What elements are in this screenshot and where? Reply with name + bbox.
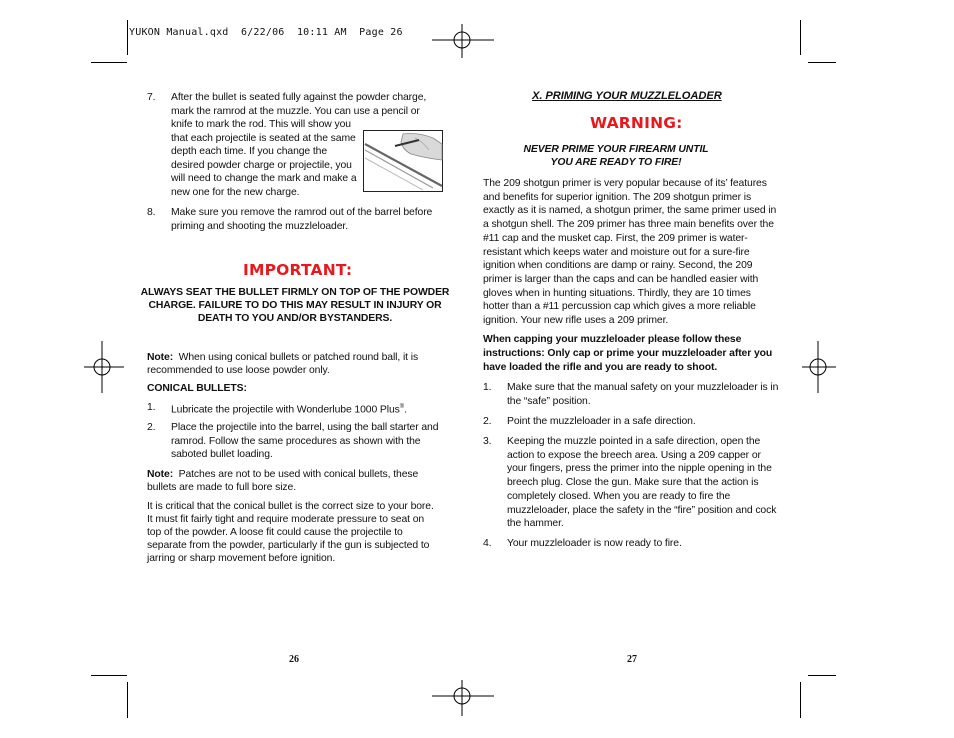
item-number: 8. xyxy=(147,207,156,218)
note-paragraph xyxy=(147,351,418,365)
bold-instruction-line: When capping your muzzleloader please follow these xyxy=(483,334,742,345)
conical2-line: ramrod. Follow the same procedures as shown with the xyxy=(171,435,421,447)
page-number: 26 xyxy=(289,654,299,665)
important-line: CHARGE. FAILURE TO DO THIS MAY RESULT IN INJURY OR xyxy=(148,300,442,311)
item7-line: will need to change the mark and make a xyxy=(171,173,357,184)
ramrod-photo xyxy=(363,130,443,192)
note-label: Note: xyxy=(147,352,174,363)
item-number: 2. xyxy=(147,422,156,433)
note-label: Note: xyxy=(147,469,174,480)
step-line: action to expose the breech area. Using a 209 capper or xyxy=(507,449,761,461)
section-title: X. PRIMING YOUR MUZZLELOADER xyxy=(532,90,722,102)
item8-line: priming and shooting the muzzleloader. xyxy=(171,220,348,232)
file-header: YUKON Manual.qxd 6/22/06 10:11 AM Page 26 xyxy=(129,27,403,38)
step-line: muzzleloader, place the safety in the “fire” position and cock xyxy=(507,504,777,516)
conical1-end: . xyxy=(404,404,407,416)
para-line: resistant which keeps water and moisture out for a sure-fire xyxy=(483,246,750,258)
note-text: When using conical bullets or patched round ball, it is xyxy=(178,352,419,363)
item-number: 1. xyxy=(147,402,156,413)
important-line: ALWAYS SEAT THE BULLET FIRMLY ON TOP OF THE POWDER xyxy=(140,287,450,298)
step-line: your fingers, press the primer into the nipple opening in the xyxy=(507,463,772,475)
step-line: Keeping the muzzle pointed in a safe direction, open the xyxy=(507,436,761,447)
item7-line: desired powder charge or projectile, you xyxy=(171,159,352,171)
registration-mark-icon xyxy=(432,680,494,716)
step-number: 3. xyxy=(483,436,492,447)
registration-mark-icon xyxy=(432,24,494,58)
para-line: hotter than a #11 percussion cap which gives a more reliable xyxy=(483,301,756,313)
conical2-line: saboted bullet loading. xyxy=(171,449,273,460)
para-line: #11 cap and the musket cap. First, the 209 primer is water- xyxy=(483,232,748,244)
step-line: the hammer. xyxy=(507,518,564,530)
para-line: ignition when conditions are damp or rainy. Second, the 209 xyxy=(483,260,753,272)
bold-instruction-line: instructions: Only cap or prime your muzzleloader after you xyxy=(483,348,773,359)
item7-line: knife to mark the rod. This will show you xyxy=(171,119,351,130)
registration-mark-icon xyxy=(84,341,124,393)
step-line: completely closed. When you are ready to fire the xyxy=(507,490,731,502)
critical-line: separate from the powder, particularly if the gun is subjected to xyxy=(147,540,430,551)
step-line: the “safe” position. xyxy=(507,395,591,407)
warning-heading: WARNING: xyxy=(590,114,683,132)
para-line: The 209 shotgun primer is very popular because of its’ features xyxy=(483,178,767,189)
para-line: primer is larger than the caps and can be handled easier with xyxy=(483,273,759,285)
step-line: Make sure that the manual safety on your muzzleloader is in xyxy=(507,382,779,393)
warning-line: YOU ARE READY TO FIRE! xyxy=(550,157,682,168)
item7-line: depth each time. If you change the xyxy=(171,146,328,157)
conical1-text: Lubricate the projectile with Wonderlube 1000 Plus xyxy=(171,404,400,416)
registration-mark-icon xyxy=(802,341,836,393)
critical-line: top of the powder. A loose fit could cause the projectile to xyxy=(147,527,403,538)
conical-heading: CONICAL BULLETS: xyxy=(147,383,247,394)
step-line: breech plug. Close the gun. Make sure that the action is xyxy=(507,477,759,489)
item7-line: new one for the new charge. xyxy=(171,186,300,198)
step-line: Your muzzleloader is now ready to fire. xyxy=(507,538,682,549)
important-heading: IMPORTANT: xyxy=(243,261,353,279)
para-line: exactly as it is named, a shotgun primer, the same primer used in xyxy=(483,205,777,217)
note-text: Patches are not to be used with conical bullets, these xyxy=(178,469,419,480)
page-number: 27 xyxy=(627,654,637,665)
item-number: 7. xyxy=(147,92,156,103)
para-line: gloves when in hunting situations. Thirdly, they are 10 times xyxy=(483,287,751,299)
conical2-line: Place the projectile into the barrel, using the ball starter and xyxy=(171,422,439,433)
item7-line: After the bullet is seated fully against the powder charge, xyxy=(171,92,427,103)
critical-line: It is critical that the conical bullet is the correct size to your bore. xyxy=(147,501,434,512)
critical-line: It must fit fairly tight and require moderate pressure to seat on xyxy=(147,514,425,525)
para-line: and benefits for superior ignition. The 209 shotgun primer is xyxy=(483,191,752,203)
important-line: DEATH TO YOU AND/OR BYSTANDERS. xyxy=(197,313,393,324)
warning-line: NEVER PRIME YOUR FIREARM UNTIL xyxy=(523,144,709,155)
registered-mark: ® xyxy=(399,404,405,410)
step-number: 2. xyxy=(483,416,492,427)
note-paragraph xyxy=(147,468,418,482)
note-text: recommended to use loose powder only. xyxy=(147,365,330,376)
step-number: 1. xyxy=(483,382,492,393)
conical1-line xyxy=(171,401,407,417)
item8-line: Make sure you remove the ramrod out of the barrel before xyxy=(171,207,433,218)
para-line: a shotgun shell. The 209 primer has three main benefits over the xyxy=(483,219,774,231)
bold-instruction-line: have loaded the rifle and you are ready to shoot. xyxy=(483,362,718,373)
note-text: bullets are made to full bore size. xyxy=(147,482,296,493)
step-line: Point the muzzleloader in a safe direction. xyxy=(507,416,696,427)
critical-line: jarring or sharp movement before ignition. xyxy=(147,553,336,564)
step-number: 4. xyxy=(483,538,492,549)
item7-line: that each projectile is seated at the same xyxy=(171,132,356,144)
para-line: ignition. Your new rifle uses a 209 primer. xyxy=(483,315,669,326)
item7-line: mark the ramrod at the muzzle. You can use a pencil or xyxy=(171,105,420,117)
